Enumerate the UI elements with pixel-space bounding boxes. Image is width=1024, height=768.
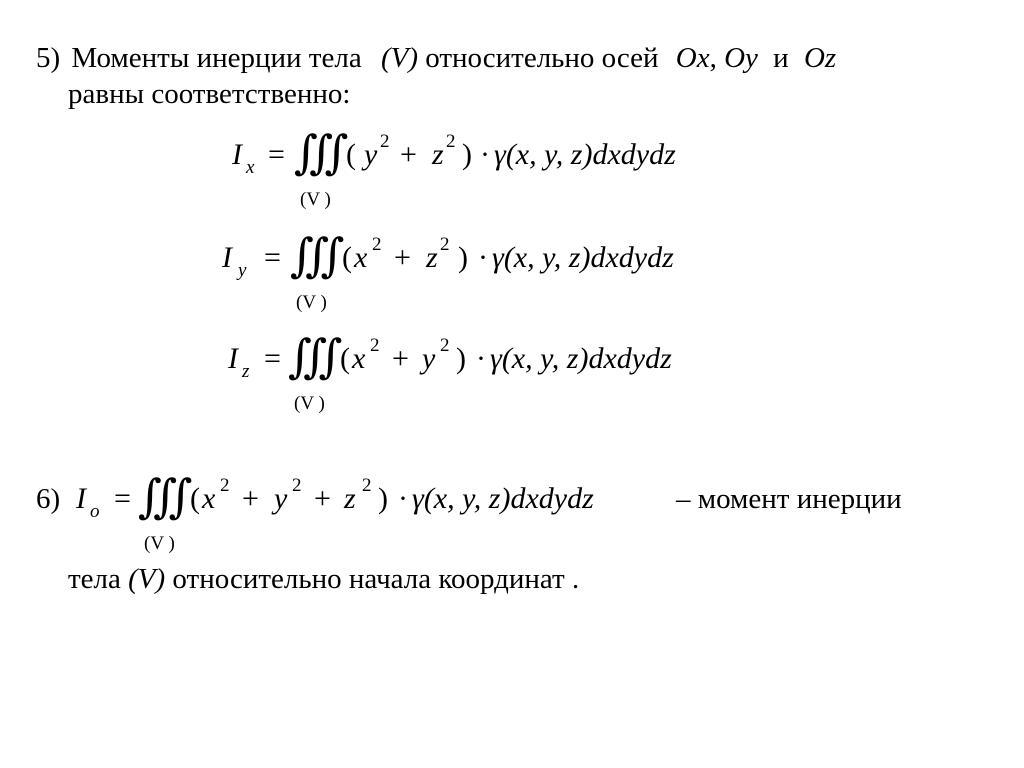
paren-open: (: [346, 138, 356, 171]
integrand-term2: y: [274, 482, 288, 515]
item5-axis-oy: Oy: [724, 42, 758, 74]
item5-axis-ox: Ox: [675, 42, 710, 74]
integrand-term1: x: [202, 482, 216, 515]
equals-sign: =: [264, 241, 281, 274]
formula-lhs: I: [76, 482, 86, 515]
paren-close: ): [456, 342, 466, 375]
paren-open: (: [190, 482, 200, 515]
equals-sign: =: [268, 138, 285, 171]
item5-axis-oz: Oz: [803, 42, 837, 74]
term1-exponent: 2: [380, 131, 390, 152]
integrand-term3: z: [344, 482, 356, 515]
integrand-term1: x: [354, 241, 368, 274]
formula-subscript: o: [90, 501, 100, 522]
paren-open: (: [340, 342, 350, 375]
plus-sign: +: [392, 342, 409, 375]
item5-line1: 5) Моменты инерции тела (V) относительно осей Ox, Oy и Oz: [36, 42, 837, 74]
dot-operator: ·: [478, 241, 488, 274]
formula-subscript: z: [242, 361, 250, 382]
item5-and-word: и: [773, 42, 789, 74]
item6-number: 6): [36, 483, 61, 515]
triple-integral-sign: ∭: [290, 230, 335, 281]
integrand-term1: y: [364, 138, 378, 171]
term2-exponent: 2: [440, 335, 450, 356]
formula-lhs: I: [228, 342, 238, 375]
item6-line2: [68, 565, 579, 594]
equals-sign: =: [264, 342, 281, 375]
integration-domain: (V ): [294, 393, 325, 414]
formula-lhs: I: [232, 138, 242, 171]
paren-close: ): [458, 241, 468, 274]
item6-body-label: (V): [128, 563, 166, 595]
term1-exponent: 2: [370, 335, 380, 356]
plus-sign: +: [394, 241, 411, 274]
integrand-term1: x: [352, 342, 366, 375]
triple-integral-sign: ∭: [288, 331, 333, 382]
formula-iz: [224, 331, 744, 414]
equals-sign: =: [114, 482, 131, 515]
integrand-term2: z: [426, 241, 438, 274]
formula-lhs: I: [222, 241, 232, 274]
item6-line2-start: тела: [68, 563, 121, 595]
integration-domain: (V ): [300, 189, 331, 210]
item5-number: 5): [36, 42, 61, 74]
integration-domain: (V ): [296, 292, 327, 313]
plus-sign: +: [242, 482, 259, 515]
paren-close: ): [462, 138, 472, 171]
triple-integral-sign: ∭: [294, 127, 339, 178]
density-differential: γ(x, y, z)dxdydz: [490, 342, 672, 375]
triple-integral-sign: ∭: [138, 471, 183, 522]
paren-close: ): [378, 482, 388, 515]
dot-operator: ·: [480, 138, 490, 171]
dot-operator: ·: [398, 482, 408, 515]
formula-io: [72, 471, 652, 554]
plus-sign-2: +: [314, 482, 331, 515]
item5-axes-prefix: относительно осей: [425, 42, 659, 74]
item5-line2: равны соответственно:: [68, 78, 351, 110]
formula-ix: [228, 127, 748, 210]
integrand-term2: z: [432, 138, 444, 171]
term3-exponent: 2: [362, 475, 372, 496]
density-differential: γ(x, y, z)dxdydz: [494, 138, 676, 171]
formula-subscript: x: [246, 157, 255, 178]
item6-line2-end: относительно начала координат .: [172, 563, 580, 595]
dot-operator: ·: [476, 342, 486, 375]
item6-description: – момент инерции: [676, 483, 902, 515]
term2-exponent: 2: [292, 475, 302, 496]
item5-body-label: (V): [380, 42, 418, 74]
term2-exponent: 2: [446, 131, 456, 152]
formula-iy: [218, 230, 748, 313]
term1-exponent: 2: [220, 475, 230, 496]
integration-domain: (V ): [144, 533, 175, 554]
integrand-term2: y: [422, 342, 436, 375]
item5-line1-text: Моменты инерции тела: [71, 42, 362, 74]
paren-open: (: [342, 241, 352, 274]
plus-sign: +: [400, 138, 417, 171]
term1-exponent: 2: [372, 234, 382, 255]
term2-exponent: 2: [440, 234, 450, 255]
formula-subscript: y: [238, 260, 247, 281]
density-differential: γ(x, y, z)dxdydz: [492, 241, 674, 274]
density-differential: γ(x, y, z)dxdydz: [412, 482, 594, 515]
